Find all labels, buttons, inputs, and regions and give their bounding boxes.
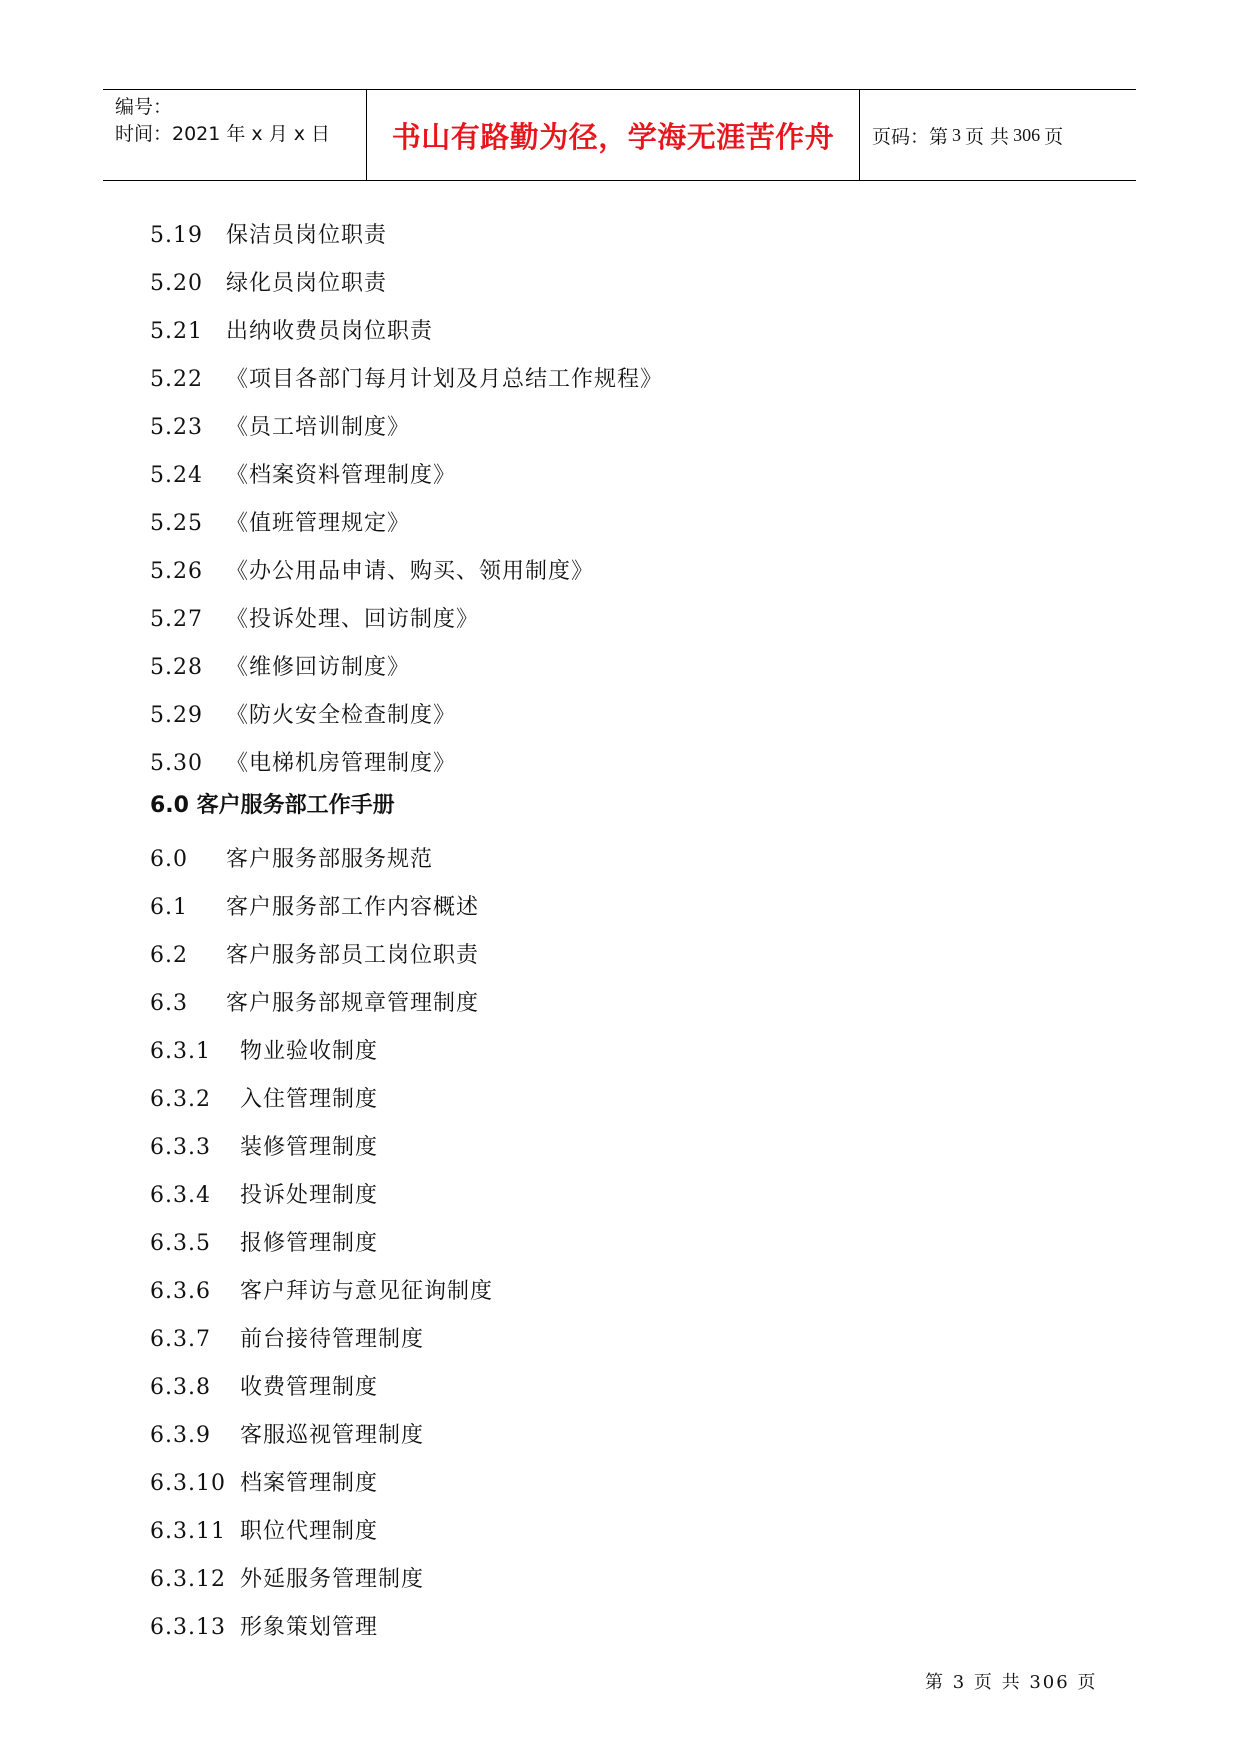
toc-entry[interactable]	[150, 988, 479, 1020]
toc-entry-title: 《值班管理规定》	[226, 511, 411, 536]
toc-entry-number: 6.3.8	[150, 1375, 211, 1400]
section-heading-text: 6.0 客户服务部工作手册	[150, 793, 395, 818]
page-header	[103, 89, 1136, 181]
toc-entry[interactable]	[150, 508, 410, 540]
toc-entry-title: 入住管理制度	[240, 1087, 379, 1112]
toc-entry-number: 6.3.5	[150, 1231, 211, 1256]
toc-entry-number: 5.28	[150, 655, 203, 680]
toc-subentry[interactable]	[150, 1324, 424, 1356]
section-heading[interactable]	[150, 790, 395, 822]
toc-entry-title: 《电梯机房管理制度》	[226, 751, 457, 776]
toc-entry-number: 5.20	[150, 271, 203, 296]
page-footer: 第 3 页 共 306 页	[925, 1672, 1098, 1693]
toc-subentry[interactable]	[150, 1564, 424, 1596]
toc-entry-number: 5.23	[150, 415, 203, 440]
toc-subentry[interactable]	[150, 1180, 378, 1212]
toc-entry[interactable]	[150, 700, 456, 732]
toc-entry[interactable]	[150, 940, 479, 972]
toc-entry-title: 客户服务部服务规范	[226, 847, 434, 872]
toc-entry-title: 客服巡视管理制度	[240, 1423, 425, 1448]
toc-entry-title: 外延服务管理制度	[240, 1567, 425, 1592]
header-motto-cell	[367, 90, 860, 180]
toc-entry-number: 5.21	[150, 319, 203, 344]
toc-entry-number: 6.3.12	[150, 1567, 226, 1592]
toc-entry-number: 6.2	[150, 943, 188, 968]
toc-entry-number: 5.27	[150, 607, 203, 632]
toc-subentry[interactable]	[150, 1228, 378, 1260]
toc-subentry[interactable]	[150, 1036, 378, 1068]
toc-entry-title: 形象策划管理	[240, 1615, 379, 1640]
toc-entry-title: 保洁员岗位职责	[226, 223, 388, 248]
header-page-cell	[860, 90, 1136, 180]
toc-entry-title: 客户服务部规章管理制度	[226, 991, 480, 1016]
toc-entry-number: 6.3	[150, 991, 188, 1016]
toc-entry[interactable]	[150, 220, 387, 252]
toc-entry-number: 5.25	[150, 511, 203, 536]
toc-entry-number: 6.3.3	[150, 1135, 211, 1160]
page-mid: 页 共	[965, 125, 1010, 148]
toc-entry-title: 客户拜访与意见征询制度	[240, 1279, 494, 1304]
toc-entry-title: 绿化员岗位职责	[226, 271, 388, 296]
toc-entry-number: 6.3.7	[150, 1327, 211, 1352]
toc-entry-number: 5.30	[150, 751, 203, 776]
toc-entry-title: 《防火安全检查制度》	[226, 703, 457, 728]
toc-entry-title: 职位代理制度	[240, 1519, 379, 1544]
toc-entry[interactable]	[150, 748, 456, 780]
toc-entry-title: 装修管理制度	[240, 1135, 379, 1160]
page-prefix: 页码：第	[872, 125, 949, 148]
toc-entry-number: 5.19	[150, 223, 203, 248]
toc-entry-title: 客户服务部员工岗位职责	[226, 943, 480, 968]
page-current: 3	[952, 124, 962, 145]
toc-entry-number: 6.3.4	[150, 1183, 211, 1208]
toc-entry-title: 前台接待管理制度	[240, 1327, 425, 1352]
toc-entry-number: 5.29	[150, 703, 203, 728]
toc-subentry[interactable]	[150, 1420, 424, 1452]
toc-entry-number: 6.1	[150, 895, 188, 920]
toc-entry-number: 5.24	[150, 463, 203, 488]
toc-entry[interactable]	[150, 460, 456, 492]
toc-entry-title: 出纳收费员岗位职责	[226, 319, 434, 344]
toc-entry-title: 《维修回访制度》	[226, 655, 411, 680]
header-meta-cell	[103, 90, 367, 180]
toc-entry-number: 6.3.9	[150, 1423, 211, 1448]
toc-entry[interactable]	[150, 364, 663, 396]
toc-entry-number: 6.3.11	[150, 1519, 226, 1544]
toc-entry[interactable]	[150, 604, 479, 636]
toc-entry-number: 6.3.1	[150, 1039, 211, 1064]
toc-subentry[interactable]	[150, 1612, 378, 1644]
header-motto: 书山有路勤为径，学海无涯苦作舟	[391, 119, 835, 154]
toc-entry[interactable]	[150, 316, 433, 348]
page-suffix: 页	[1044, 125, 1064, 148]
toc-entry-title: 《档案资料管理制度》	[226, 463, 457, 488]
toc-entry-number: 5.26	[150, 559, 203, 584]
toc-entry-title: 档案管理制度	[240, 1471, 379, 1496]
toc-subentry[interactable]	[150, 1468, 378, 1500]
toc-subentry[interactable]	[150, 1516, 378, 1548]
toc-entry[interactable]	[150, 268, 387, 300]
toc-entry-number: 6.0	[150, 847, 188, 872]
toc-subentry[interactable]	[150, 1084, 378, 1116]
toc-entry-title: 《员工培训制度》	[226, 415, 411, 440]
toc-entry-title: 收费管理制度	[240, 1375, 379, 1400]
toc-entry-title: 物业验收制度	[240, 1039, 379, 1064]
toc-subentry[interactable]	[150, 1132, 378, 1164]
toc-entry-number: 6.3.6	[150, 1279, 211, 1304]
toc-entry-title: 投诉处理制度	[240, 1183, 379, 1208]
toc-entry[interactable]	[150, 892, 479, 924]
toc-entry-number: 6.3.10	[150, 1471, 226, 1496]
toc-entry-title: 《项目各部门每月计划及月总结工作规程》	[226, 367, 664, 392]
toc-entry-number: 5.22	[150, 367, 203, 392]
document-time-label: 时间：2021 年 x 月 x 日	[115, 123, 331, 145]
toc-entry-number: 6.3.13	[150, 1615, 226, 1640]
document-number-label: 编号：	[115, 96, 173, 118]
toc-entry[interactable]	[150, 844, 433, 876]
toc-subentry[interactable]	[150, 1372, 378, 1404]
toc-entry-title: 《投诉处理、回访制度》	[226, 607, 480, 632]
toc-entry-title: 《办公用品申请、购买、领用制度》	[226, 559, 595, 584]
toc-entry-title: 报修管理制度	[240, 1231, 379, 1256]
toc-entry-title: 客户服务部工作内容概述	[226, 895, 480, 920]
page-total: 306	[1013, 124, 1041, 145]
toc-entry[interactable]	[150, 412, 410, 444]
toc-entry-number: 6.3.2	[150, 1087, 211, 1112]
toc-subentry[interactable]	[150, 1276, 493, 1308]
toc-entry[interactable]	[150, 652, 410, 684]
toc-entry[interactable]	[150, 556, 594, 588]
